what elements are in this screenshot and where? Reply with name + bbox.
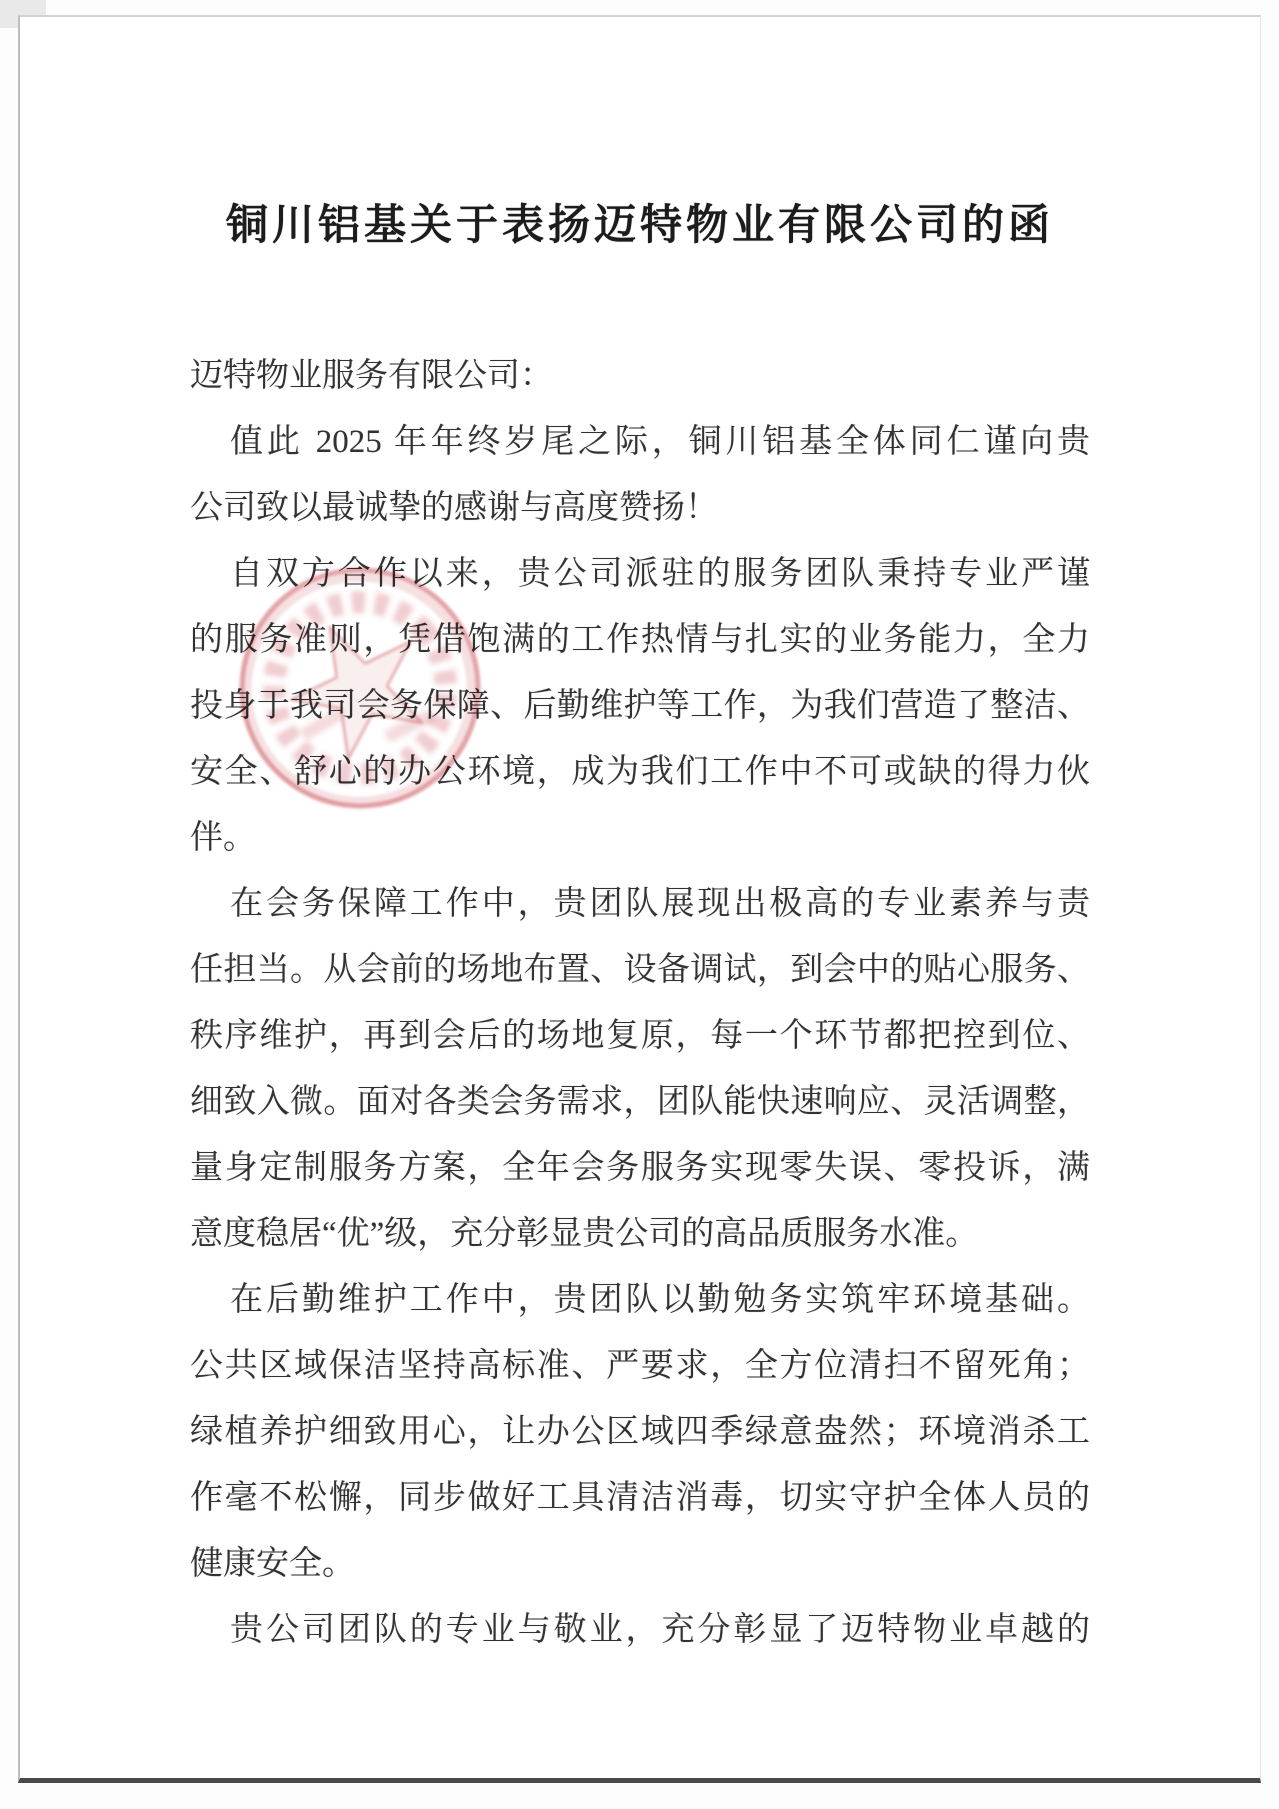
text-line: 在会务保障工作中，贵团队展现出极高的专业素养与责 <box>230 886 1090 922</box>
text-line: 伴。 <box>190 820 256 856</box>
letter-page <box>18 15 1261 1783</box>
text-line: 迈特物业服务有限公司： <box>190 358 553 394</box>
text-line: 意度稳居“优”级，充分彰显贵公司的高品质服务水准。 <box>190 1216 979 1252</box>
text-line: 绿植养护细致用心，让办公区域四季绿意盎然；环境消杀工 <box>190 1414 1090 1450</box>
text-line: 细致入微。面对各类会务需求，团队能快速响应、灵活调整， <box>190 1084 1090 1120</box>
text-line: 值此 2025 年年终岁尾之际，铜川铝基全体同仁谨向贵 <box>230 424 1090 460</box>
text-line: 投身于我司会务保障、后勤维护等工作，为我们营造了整洁、 <box>190 688 1090 724</box>
text-line: 量身定制服务方案，全年会务服务实现零失误、零投诉，满 <box>190 1150 1090 1186</box>
letter-body <box>190 343 1090 1663</box>
text-line: 健康安全。 <box>190 1546 355 1582</box>
text-line: 自双方合作以来，贵公司派驻的服务团队秉持专业严谨 <box>230 556 1090 592</box>
text-line: 在后勤维护工作中，贵团队以勤勉务实筑牢环境基础。 <box>230 1282 1090 1318</box>
letter-title: 铜川铝基关于表扬迈特物业有限公司的函 <box>225 203 1054 249</box>
text-line: 公共区域保洁坚持高标准、严要求，全方位清扫不留死角； <box>190 1348 1090 1384</box>
text-line: 安全、舒心的办公环境，成为我们工作中不可或缺的得力伙 <box>190 754 1090 790</box>
text-line: 贵公司团队的专业与敬业，充分彰显了迈特物业卓越的 <box>230 1612 1090 1648</box>
text-line: 任担当。从会前的场地布置、设备调试，到会中的贴心服务、 <box>190 952 1090 988</box>
text-line: 秩序维护，再到会后的场地复原，每一个环节都把控到位、 <box>190 1018 1090 1054</box>
text-line: 的服务准则，凭借饱满的工作热情与扎实的业务能力，全力 <box>190 622 1090 658</box>
text-line: 公司致以最诚挚的感谢与高度赞扬！ <box>190 490 718 526</box>
text-line: 作毫不松懈，同步做好工具清洁消毒，切实守护全体人员的 <box>190 1480 1090 1516</box>
